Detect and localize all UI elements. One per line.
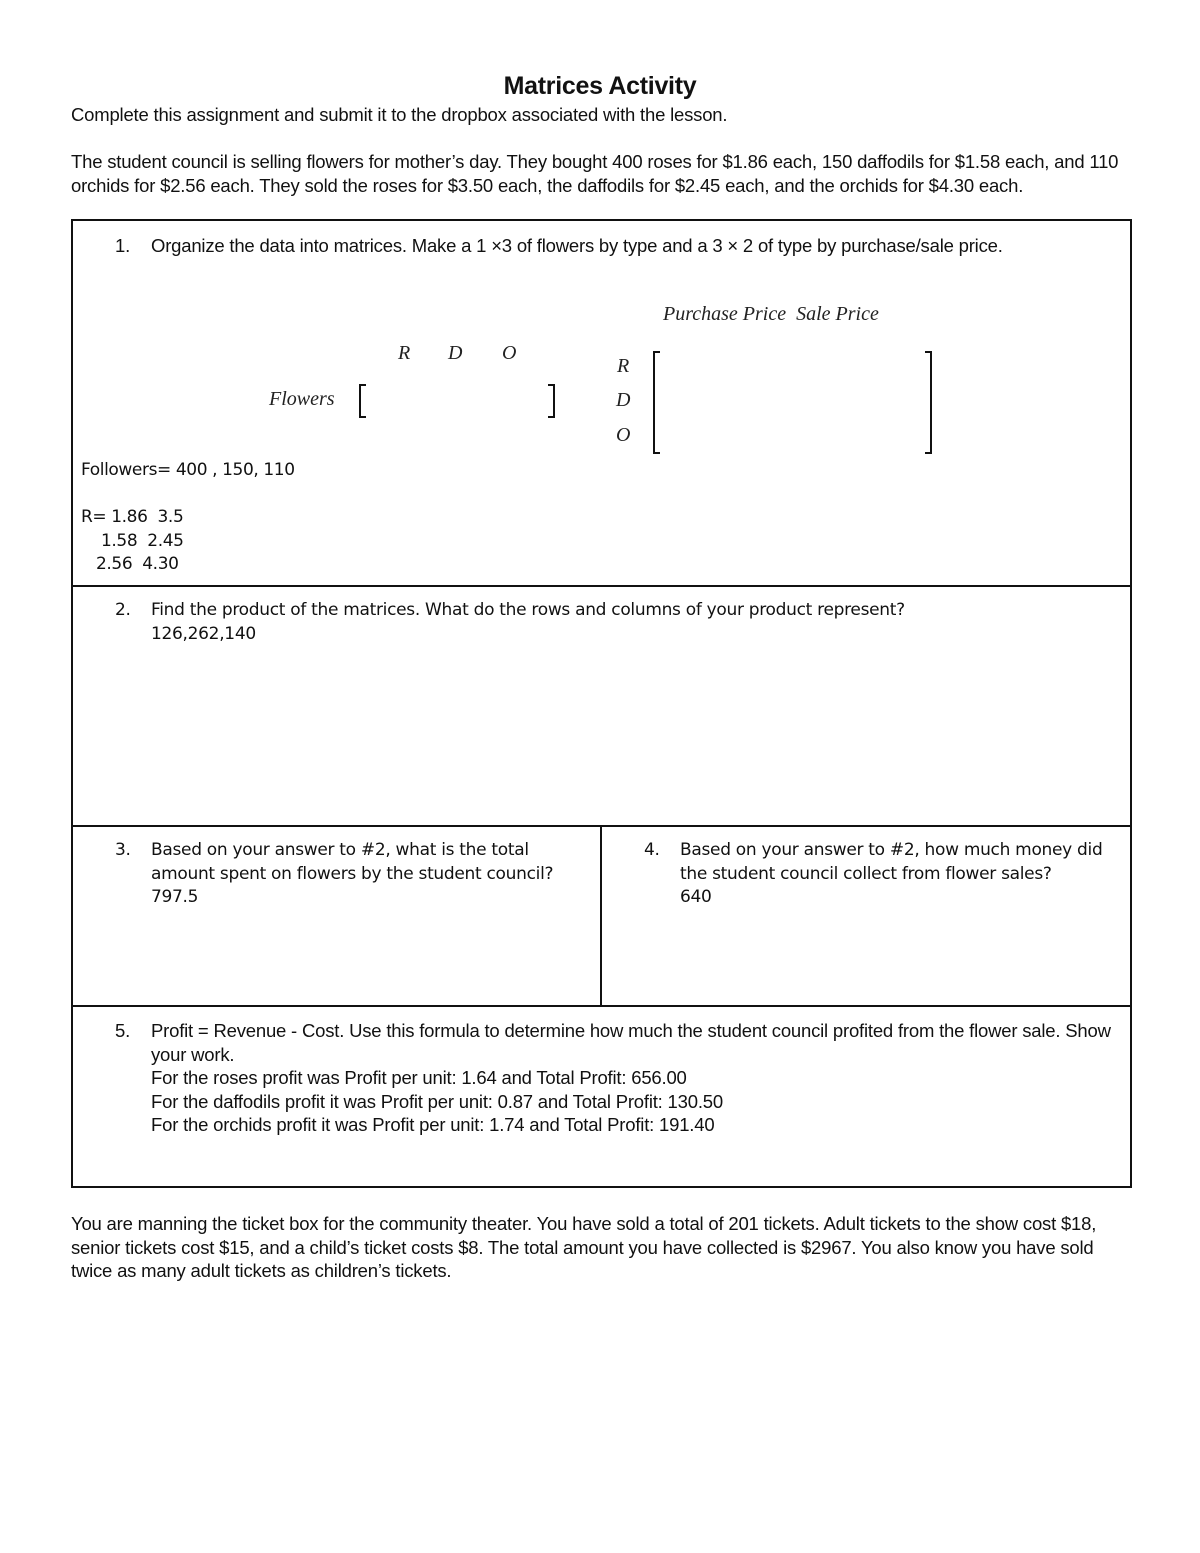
question-number: 2.: [115, 600, 131, 620]
answer-line: For the orchids profit it was Profit per unit: 1.74 and Total Profit: 191.40: [151, 1114, 715, 1136]
problem-intro: The student council is selling flowers for mother’s day. They bought 400 roses for $1.86 each, 150 daffodils for $1.58 each, and 110 orchids for $2.56 each. They sold the roses for $3.50 each, the daffodils for $2.45 each, and the orchids for $4.30 each.: [71, 151, 1119, 196]
left-bracket: [359, 384, 366, 418]
row-label-o: O: [616, 424, 631, 446]
question-prompt: Based on your answer to #2, how much money did the student council collect from flower sales?: [680, 840, 1103, 884]
answer-line: [81, 483, 295, 507]
question-prompt: Find the product of the matrices. What do the rows and columns of your product represent?: [151, 600, 905, 620]
col-label-o: O: [502, 342, 517, 364]
question-number: 5.: [115, 1020, 131, 1041]
col-label-r: R: [398, 342, 411, 364]
question-1-cell: [73, 221, 1130, 587]
question-3-cell: [73, 827, 602, 1007]
answer-line: R= 1.86 3.5: [81, 507, 184, 527]
question-prompt: Profit = Revenue - Cost. Use this formula to determine how much the student council profited from the flower sale. Show your work.: [151, 1020, 1111, 1065]
question-5-cell: [73, 1007, 1130, 1186]
question-1-answer: [81, 459, 295, 577]
answer-line: Followers= 400 , 150, 110: [81, 460, 295, 480]
question-prompt: Organize the data into matrices. Make a 1 ×3 of flowers by type and a 3 × 2 of type by purchase/sale price.: [151, 235, 1003, 256]
row-label-d: D: [616, 389, 631, 411]
answer-line: For the daffodils profit it was Profit per unit: 0.87 and Total Profit: 130.50: [151, 1090, 723, 1112]
question-number: 1.: [115, 235, 131, 256]
left-bracket: [653, 351, 660, 454]
question-number: 3.: [115, 840, 131, 860]
right-bracket: [925, 351, 932, 454]
instructions: Complete this assignment and submit it to the dropbox associated with the lesson.: [71, 104, 728, 125]
col-label-d: D: [448, 342, 463, 364]
answer-line: 1.58 2.45: [81, 530, 184, 551]
prices-col-header: Purchase Price Sale Price: [663, 303, 879, 325]
question-answer: 797.5: [151, 887, 199, 907]
question-2-cell: [73, 587, 1130, 827]
question-4-cell: [602, 827, 1130, 1007]
question-answer: 126,262,140: [151, 623, 256, 644]
flowers-row-label: Flowers: [269, 388, 335, 410]
row-label-r: R: [617, 355, 630, 377]
right-bracket: [548, 384, 555, 418]
question-answer: 640: [680, 887, 712, 907]
question-number: 4.: [644, 840, 660, 860]
answer-line: For the roses profit was Profit per unit: 1.64 and Total Profit: 656.00: [151, 1067, 687, 1089]
answer-line: 2.56 4.30: [81, 554, 179, 574]
question-prompt: Based on your answer to #2, what is the total amount spent on flowers by the student council?: [151, 840, 554, 884]
questions-table: [71, 219, 1132, 1188]
ticket-problem: You are manning the ticket box for the community theater. You have sold a total of 201 tickets. Adult tickets to the show cost $18, senior tickets cost $15, and a child’s ticket costs $8. The total amount you have collected is $2967. You also know you have sold twice as many adult tickets as children’s tickets.: [71, 1213, 1097, 1282]
page-title: Matrices Activity: [503, 72, 697, 100]
